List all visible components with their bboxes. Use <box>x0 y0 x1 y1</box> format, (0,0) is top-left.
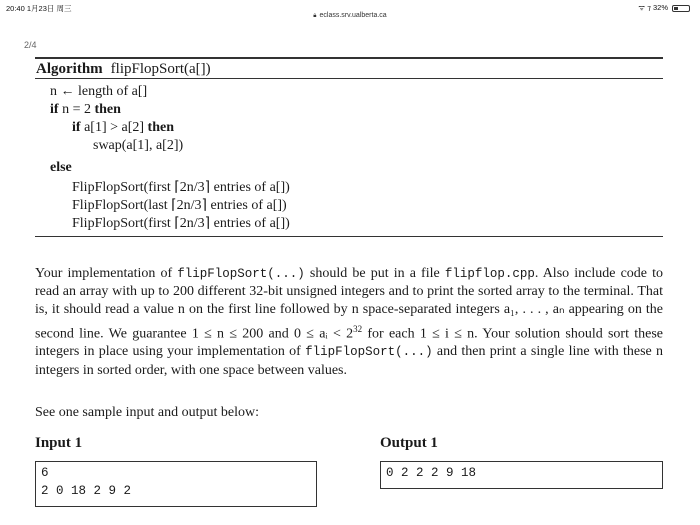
algorithm-line-8: FlipFlopSort(first ⌈2n/3⌉ entries of a[]) <box>72 216 290 231</box>
address-bar[interactable] <box>0 12 700 22</box>
url-text: eclass.srv.ualberta.ca <box>319 12 387 19</box>
algorithm-line-5: else <box>50 160 72 175</box>
if-keyword: if <box>50 102 59 117</box>
algorithm-line-4: swap(a[1], a[2]) <box>93 138 184 153</box>
code-filename: flipflop.cpp <box>444 267 535 281</box>
algorithm-line-1: n ← length of a[] <box>50 84 148 99</box>
input-line-1: 6 <box>41 466 49 480</box>
sample-intro-text: See one sample input and output below: <box>35 405 259 420</box>
input-title: Input 1 <box>35 435 83 451</box>
code-flipflopsort: flipFlopSort(...) <box>305 345 433 360</box>
page-indicator: 2/4 <box>24 40 37 50</box>
then-keyword: then <box>94 102 121 117</box>
code-flipflopsort: flipFlopSort(...) <box>177 267 305 281</box>
algorithm-header-rule <box>35 78 663 79</box>
battery-fill <box>674 7 678 10</box>
algorithm-name: flipFlopSort(a[]) <box>110 61 211 77</box>
signal-status: ᯤ ⁊ 32% <box>638 3 668 12</box>
condition-text: n = 2 <box>62 102 91 117</box>
output-title: Output 1 <box>380 435 438 451</box>
algorithm-line-6: FlipFlopSort(first ⌈2n/3⌉ entries of a[]) <box>72 180 290 195</box>
algorithm-line-3 <box>72 120 174 136</box>
description-paragraph: Your implementation of flipFlopSort(...) should be put in a file flipflop.cpp. Also include code to read an array with up to 200 different 32-bit unsigned integers and to print the sorted array to the terminal. That is, it should read a value n on the first line followed by n space-separated integers a₁, . . . , aₙ appearing on the second line. We guarantee 1 ≤ n ≤ 200 and 0 ≤ aᵢ < $2^{32}$ for each 1 ≤ i ≤ n. Your solution should sort these integers in place using your implementation of flipFlopSort(...) and then print a single line with these n integers in sorted order, with one space between values. <box>35 266 664 378</box>
lock-icon: 🔒︎ <box>313 13 317 19</box>
then-keyword: then <box>147 120 174 135</box>
algorithm-title <box>36 61 211 78</box>
condition-text: a[1] > a[2] <box>84 120 145 135</box>
algorithm-line-2 <box>50 102 121 118</box>
sample-output-box <box>380 461 663 489</box>
algorithm-keyword: Algorithm <box>36 61 103 77</box>
algorithm-bottom-rule <box>35 236 663 237</box>
status-time-date: 20:40 1月23日 周三 <box>6 4 72 13</box>
input-line-2: 2 0 18 2 9 2 <box>41 484 132 498</box>
if-keyword: if <box>72 120 81 135</box>
battery-icon <box>672 5 690 12</box>
algorithm-line-7: FlipFlopSort(last ⌈2n/3⌉ entries of a[]) <box>72 198 287 213</box>
output-line-1: 0 2 2 2 9 18 <box>386 466 477 480</box>
sample-input-box <box>35 461 317 507</box>
algorithm-top-rule <box>35 57 663 59</box>
